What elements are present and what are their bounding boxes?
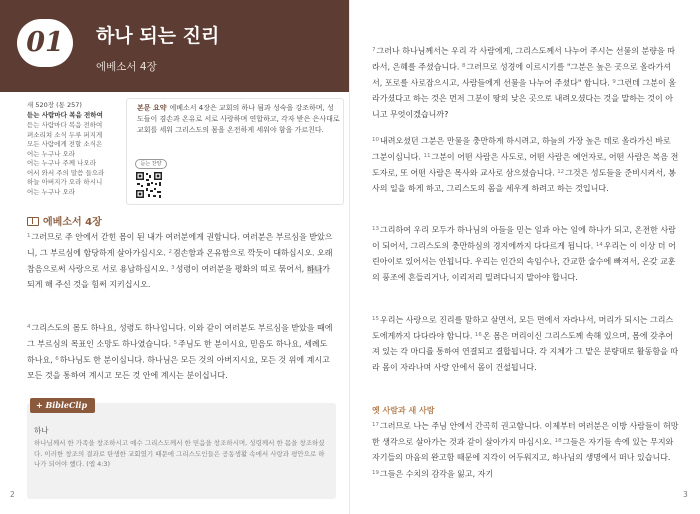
summary-box (126, 98, 344, 205)
verse-text: 온 몸은 머리이신 그리스도께 속해 있으며, 몸에 갖추어져 있는 각 마디를 통하여 연결되고 결합됩니다. 각 지체가 그 맡은 분량대로 활동함을 따라 몸이 자라나며 사랑 안에서 몸이 건설됩니다. (372, 331, 679, 372)
verse-text: 그리스도의 몸도 하나요, 성령도 하나입니다. 이와 같이 여러분도 부르심을 받았을 때에 그 부르심의 목표인 소망도 하나였습니다. (27, 323, 333, 349)
verse-number: 17 (372, 422, 379, 428)
open-book-icon (27, 217, 39, 226)
section-heading-text: 에베소서 4장 (43, 217, 102, 228)
hymn-line: 듣는 사람마다 복음 전하여 (27, 121, 103, 129)
hymn-line: 어는 누구나 오라 (27, 187, 76, 196)
scripture-paragraph (372, 418, 680, 482)
bible-clip-title: 하나 (34, 426, 49, 435)
verse-text: 그들은 자기들 속에 있는 무지와 자기들의 마음의 완고함 때문에 지각이 어두워지고, 하나님의 생명에서 떠나 있습니다. (372, 437, 674, 462)
plus-icon: + (36, 400, 46, 410)
verse-text: 그러므로 주 안에서 갇힌 몸이 된 내가 여러분에게 권합니다. 여러분은 부르심을 받았으니, 그 부르심에 합당하게 살아가십시오. (27, 232, 333, 258)
subheading: 옛 사람과 새 사람 (372, 406, 435, 415)
bible-clip-text: 하나님께서 한 가족을 창조하시고 예수 그리스도께서 한 믿음을 창조하시며, 성령께서 한 몸을 창조하셨다. 이러한 창조의 결과로 탄생한 교회였기 때문에 그리스도인들은 공동생활 속에서 사랑과 평안으로 하나가 되어야 했다. (엡 4:3) (34, 439, 325, 468)
verse-number: 16 (474, 332, 482, 338)
hymn-title: 듣는 사람마다 복음 전하여 (27, 110, 103, 119)
hymn-block (27, 101, 119, 197)
verse-text: 그것은 성도들을 준비시켜서, 봉사의 일을 하게 하고, 그리스도의 몸을 세우게 하려고 하는 것입니다. (372, 168, 676, 193)
verse-number: 15 (372, 316, 379, 322)
scripture-paragraph (372, 312, 680, 375)
verse-number: 6 (55, 356, 59, 362)
scripture-paragraph (27, 229, 335, 293)
hymn-line: 하늘 아버지가 오라 하시니 (27, 178, 103, 186)
scripture-paragraph (372, 43, 680, 122)
verse-text: 우리는 이 이상 더 어린아이로 있어서는 안됩니다. 우리는 인간의 속임수나, 간교한 술수에 빠져서, 온갖 교훈의 풍조에 흔들리거나, 이리저리 밀려다니지 말아야 합니다. (372, 241, 676, 282)
verse-text: 그러므로 나는 주님 안에서 간곡히 권고합니다. 이제부터 여러분은 이방 사람들이 허망한 생각으로 살아가는 것과 같이 살아가지 마십시오. (372, 421, 679, 447)
bible-clip-tag (30, 398, 95, 413)
verse-number: 18 (554, 438, 562, 444)
verse-text: 겸손함과 온유함으로 깍듯이 대하십시오. 오래 참음으로써 사랑으로 서로 용납하십시오. (27, 248, 333, 274)
summary-text (137, 103, 340, 136)
verse-text: 그분이 어떤 사람은 사도로, 어떤 사람은 예언자로, 어떤 사람은 복음 전도자로, 또 어떤 사람은 목사와 교사로 삼으셨습니다. (372, 152, 679, 178)
verse-number: 10 (372, 137, 379, 143)
scripture-paragraph (372, 133, 680, 197)
verse-text: 그리하여 우리 모두가 하나님의 아들을 믿는 일과 아는 일에 하나가 되고, 온전한 사람이 되어서, 그리스도의 충만하심의 경지에까지 다다르게 됩니다. (372, 225, 676, 251)
verse-text: 하나님도 한 분이십니다. 하나님은 모든 것의 아버지시요, 모든 것 위에 계시고 모든 것을 통하여 계시고 모든 것 안에 계시는 분이십니다. (27, 355, 330, 380)
verse-number: 8 (462, 63, 466, 69)
verse-number: 7 (372, 47, 376, 53)
verse-number: 9 (612, 79, 616, 85)
summary-body: 에베소서 4장은 교회의 하나 됨과 성숙을 강조하며, 성도들이 겸손과 온유로 서로 사랑하며 연합하고, 각자 받은 은사대로 교회를 세워 그리스도의 몸을 온전하게 세워야 함을 가르친다. (137, 104, 340, 134)
verse-text: 그러므로 성경에 이르시기를 "그분은 높은 곳으로 올라가셔서, 포로를 사로잡으시고, 사람들에게 선물을 나누어 주셨다" 합니다. (372, 62, 671, 88)
lesson-header (0, 0, 350, 92)
hymn-line: 모든 사람에게 전할 소식은 (27, 140, 103, 148)
scripture-paragraph (372, 222, 680, 285)
section-heading (27, 213, 102, 228)
verse-number: 13 (372, 226, 379, 232)
verse-number: 3 (171, 265, 175, 271)
verse-number: 4 (27, 324, 31, 330)
hymn-line: 펴소리쳐 소식 두루 퍼지게 (27, 130, 103, 139)
verse-text: 그들은 수치의 감각을 잃고, 자기 (380, 469, 494, 478)
verse-number: 5 (173, 340, 178, 346)
highlighted-word[interactable]: 하나 (306, 264, 323, 274)
hymn-number: 새 520장 (통 257) (27, 101, 82, 109)
lesson-title: 하나 되는 진리 (96, 25, 220, 47)
qr-code-icon[interactable] (135, 171, 163, 199)
verse-text: 가 되게 해 주신 것을 힘써 지키십시오. (27, 264, 330, 289)
verse-number: 11 (423, 153, 431, 159)
page-number-left: 2 (10, 490, 15, 499)
page-number-right: 3 (683, 490, 688, 499)
scripture-paragraph (27, 320, 335, 384)
verse-text: 주님도 한 분이시요, 믿음도 하나요, 세례도 하나요, (27, 339, 328, 365)
summary-label: 본문 요약 (137, 104, 167, 112)
verse-number: 19 (372, 469, 379, 476)
verse-number: 12 (557, 169, 565, 175)
verse-number: 14 (595, 242, 603, 248)
verse-number: 2 (168, 249, 172, 255)
hymn-line: 어는 누구나 오라 (27, 149, 76, 158)
lesson-number: 01 (17, 19, 73, 67)
hymn-line: 어는 누구나 주께 나오라 (27, 159, 96, 167)
verse-text: 우리는 사랑으로 진리를 말하고 살면서, 모든 면에서 자라나서, 머리가 되시는 그리스도에게까지 다다라야 합니다. (372, 315, 674, 341)
right-page (350, 0, 700, 514)
verse-text: 성령이 여러분을 평화의 띠로 묶어서, (175, 264, 307, 274)
verse-number: 1 (27, 233, 31, 239)
verse-text: 내려오셨던 그분은 만물을 충만하게 하시려고, 하늘의 가장 높은 데로 올라가신 바로 그분이십니다. (372, 136, 671, 162)
bible-clip-box (27, 400, 336, 499)
qr-label: 듣는 찬양 (135, 159, 167, 169)
hymn-line: 어서 와서 주의 말씀 들으라 (27, 168, 105, 177)
verse-text: 그런데 그분이 올라가셨다고 하는 것은 먼저 그분이 땅의 낮은 곳으로 내려오셨다는 것을 말하는 것이 아니고 무엇이겠습니까? (372, 78, 676, 119)
scripture-reference: 에베소서 4장 (96, 61, 157, 73)
verse-text: 그러나 하나님께서는 우리 각 사람에게, 그리스도께서 나누어 주시는 선물의 분량을 따라서, 은혜를 주셨습니다. (372, 46, 675, 72)
bible-clip-tag-label: BibleClip (45, 400, 88, 410)
